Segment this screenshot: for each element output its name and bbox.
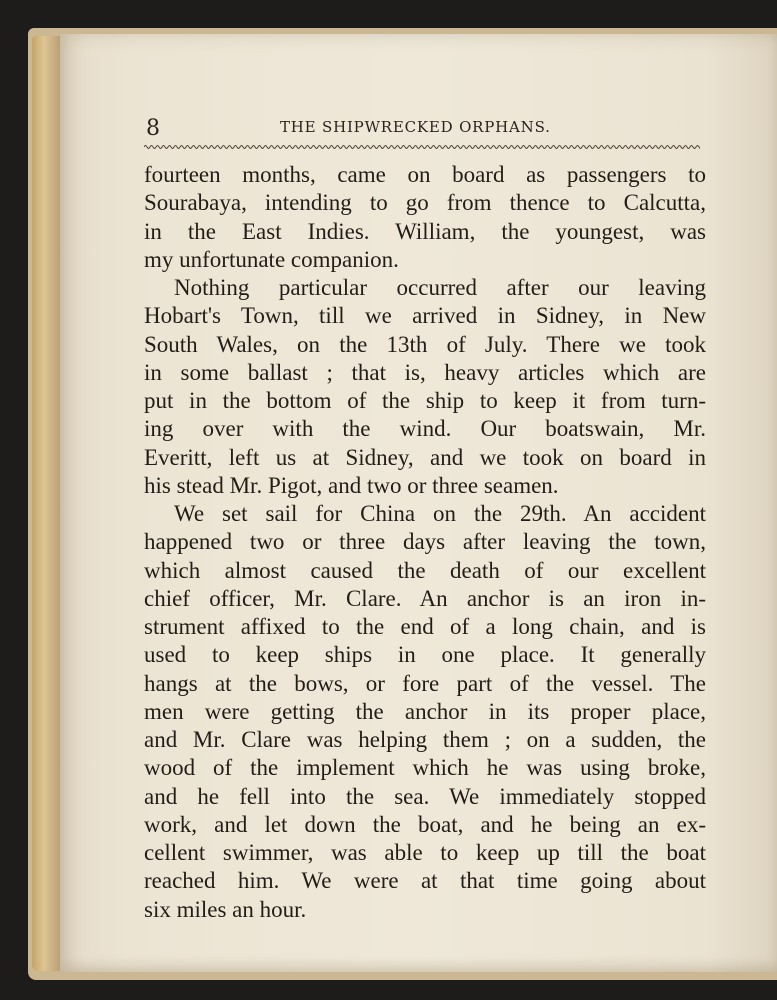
text-line: chief officer, Mr. Clare. An anchor is an iron in- [144, 585, 706, 611]
text-line: hangs at the bows, or fore part of the vessel. The [144, 670, 706, 696]
text-line: his stead Mr. Pigot, and two or three seamen. [144, 472, 559, 498]
text-line: used to keep ships in one place. It generally [144, 642, 706, 668]
text-line: in the East Indies. William, the youngest, was [144, 218, 706, 244]
text-line: men were getting the anchor in its proper place, [144, 698, 706, 724]
running-title: THE SHIPWRECKED ORPHANS. [280, 118, 551, 136]
text-line: fourteen months, came on board as passengers to [144, 162, 706, 187]
text-line: reached him. We were at that time going about [144, 868, 706, 894]
text-line: Sourabaya, intending to go from thence to Calcutta, [144, 190, 706, 216]
text-line: which almost caused the death of our excellent [144, 557, 706, 583]
page-number: 8 [146, 116, 160, 141]
body-text [144, 161, 706, 924]
text-line: wood of the implement which he was using broke, [144, 755, 706, 781]
text-line: in some ballast ; that is, heavy articles which are [144, 359, 706, 385]
page-edge [32, 36, 62, 971]
page-header [144, 112, 704, 142]
text-line: We set sail for China on the 29th. An accident [174, 501, 706, 526]
text-line: and he fell into the sea. We immediately stopped [144, 783, 706, 809]
text-line: cellent swimmer, was able to keep up till the boat [144, 840, 706, 865]
text-line: and Mr. Clare was helping them ; on a sudden, the [144, 727, 706, 752]
text-line: six miles an hour. [144, 896, 307, 922]
text-line: put in the bottom of the ship to keep it from turn- [144, 388, 706, 413]
text-line: ing over with the wind. Our boatswain, Mr. [144, 416, 706, 442]
text-line: Hobart's Town, till we arrived in Sidney, in New [144, 303, 706, 329]
text-line: strument affixed to the end of a long chain, and is [144, 614, 706, 639]
text-line: Everitt, left us at Sidney, and we took on board in [144, 444, 706, 470]
text-line: work, and let down the boat, and he being an ex- [144, 811, 706, 837]
text-line: Nothing particular occurred after our leaving [174, 275, 706, 300]
wavy-rule [144, 143, 700, 151]
text-line: South Wales, on the 13th of July. There we took [144, 331, 706, 357]
text-line: happened two or three days after leaving the town, [144, 529, 706, 555]
text-line: my unfortunate companion. [144, 246, 399, 272]
